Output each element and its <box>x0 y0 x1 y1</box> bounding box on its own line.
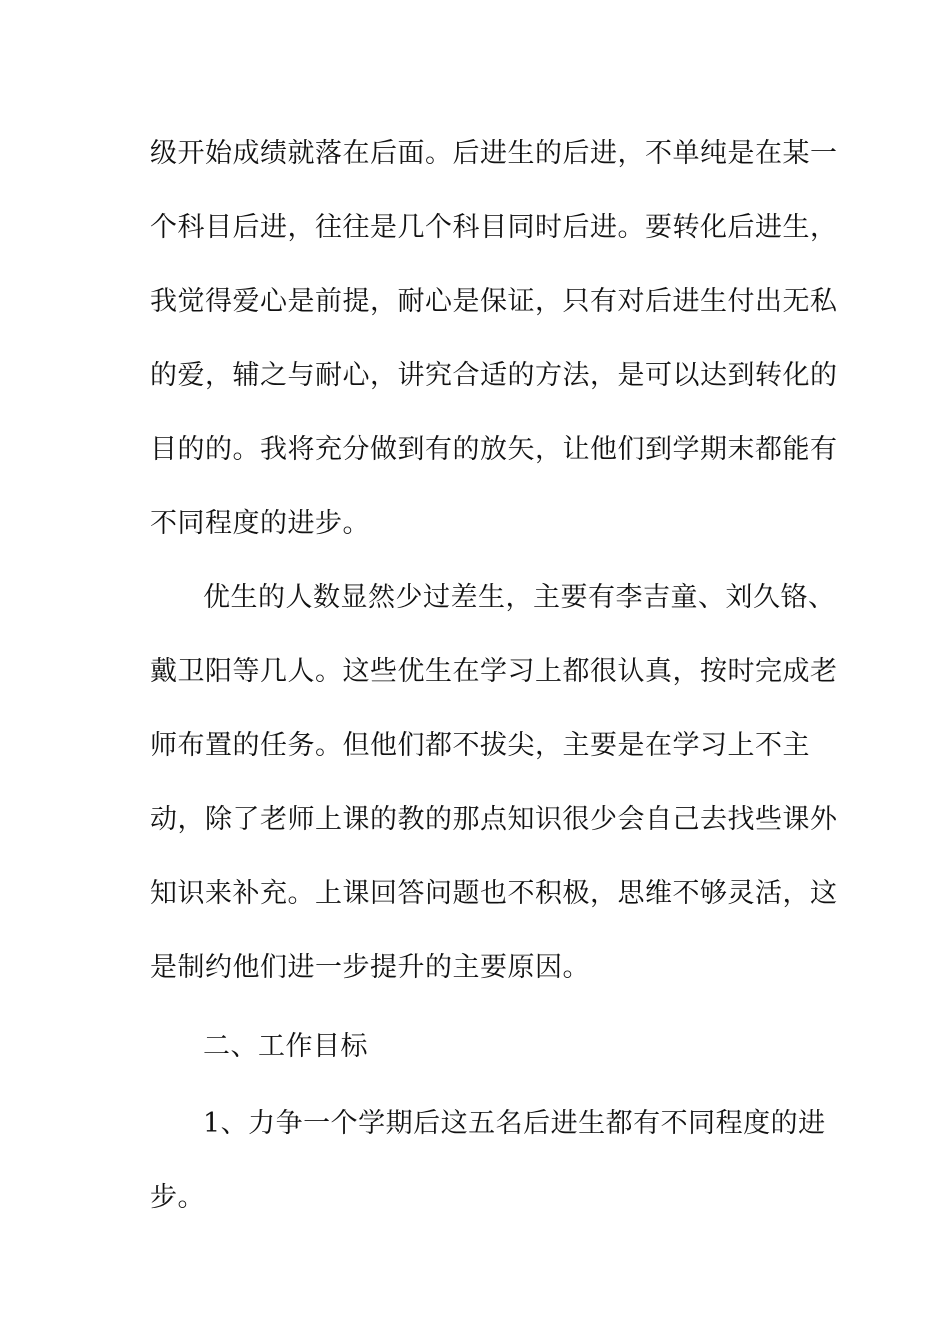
paragraph-line: 不同程度的进步。 <box>150 508 370 539</box>
paragraph-line: 个科目后进，往往是几个科目同时后进。要转化后进生， <box>150 212 838 243</box>
paragraph-line: 师布置的任务。但他们都不拔尖，主要是在学习上不主 <box>150 730 810 761</box>
paragraph-line: 戴卫阳等几人。这些优生在学习上都很认真，按时完成老 <box>150 656 838 687</box>
paragraph-line: 知识来补充。上课回答问题也不积极，思维不够灵活，这 <box>150 878 838 909</box>
paragraph-line: 我觉得爱心是前提，耐心是保证，只有对后进生付出无私 <box>150 286 838 317</box>
list-item-line: 步。 <box>150 1182 205 1213</box>
paragraph-line: 的爱，辅之与耐心，讲究合适的方法，是可以达到转化的 <box>150 360 838 391</box>
list-item-line: 1、力争一个学期后这五名后进生都有不同程度的进 <box>203 1108 826 1139</box>
paragraph-line: 优生的人数显然少过差生，主要有李吉童、刘久铬、 <box>203 582 836 613</box>
paragraph-line: 级开始成绩就落在后面。后进生的后进，不单纯是在某一 <box>150 138 838 169</box>
paragraph-line: 动，除了老师上课的教的那点知识很少会自己去找些课外 <box>150 804 838 835</box>
section-heading: 二、工作目标 <box>203 1031 368 1062</box>
paragraph-line: 是制约他们进一步提升的主要原因。 <box>150 952 590 983</box>
paragraph-line: 目的的。我将充分做到有的放矢，让他们到学期末都能有 <box>150 434 838 465</box>
